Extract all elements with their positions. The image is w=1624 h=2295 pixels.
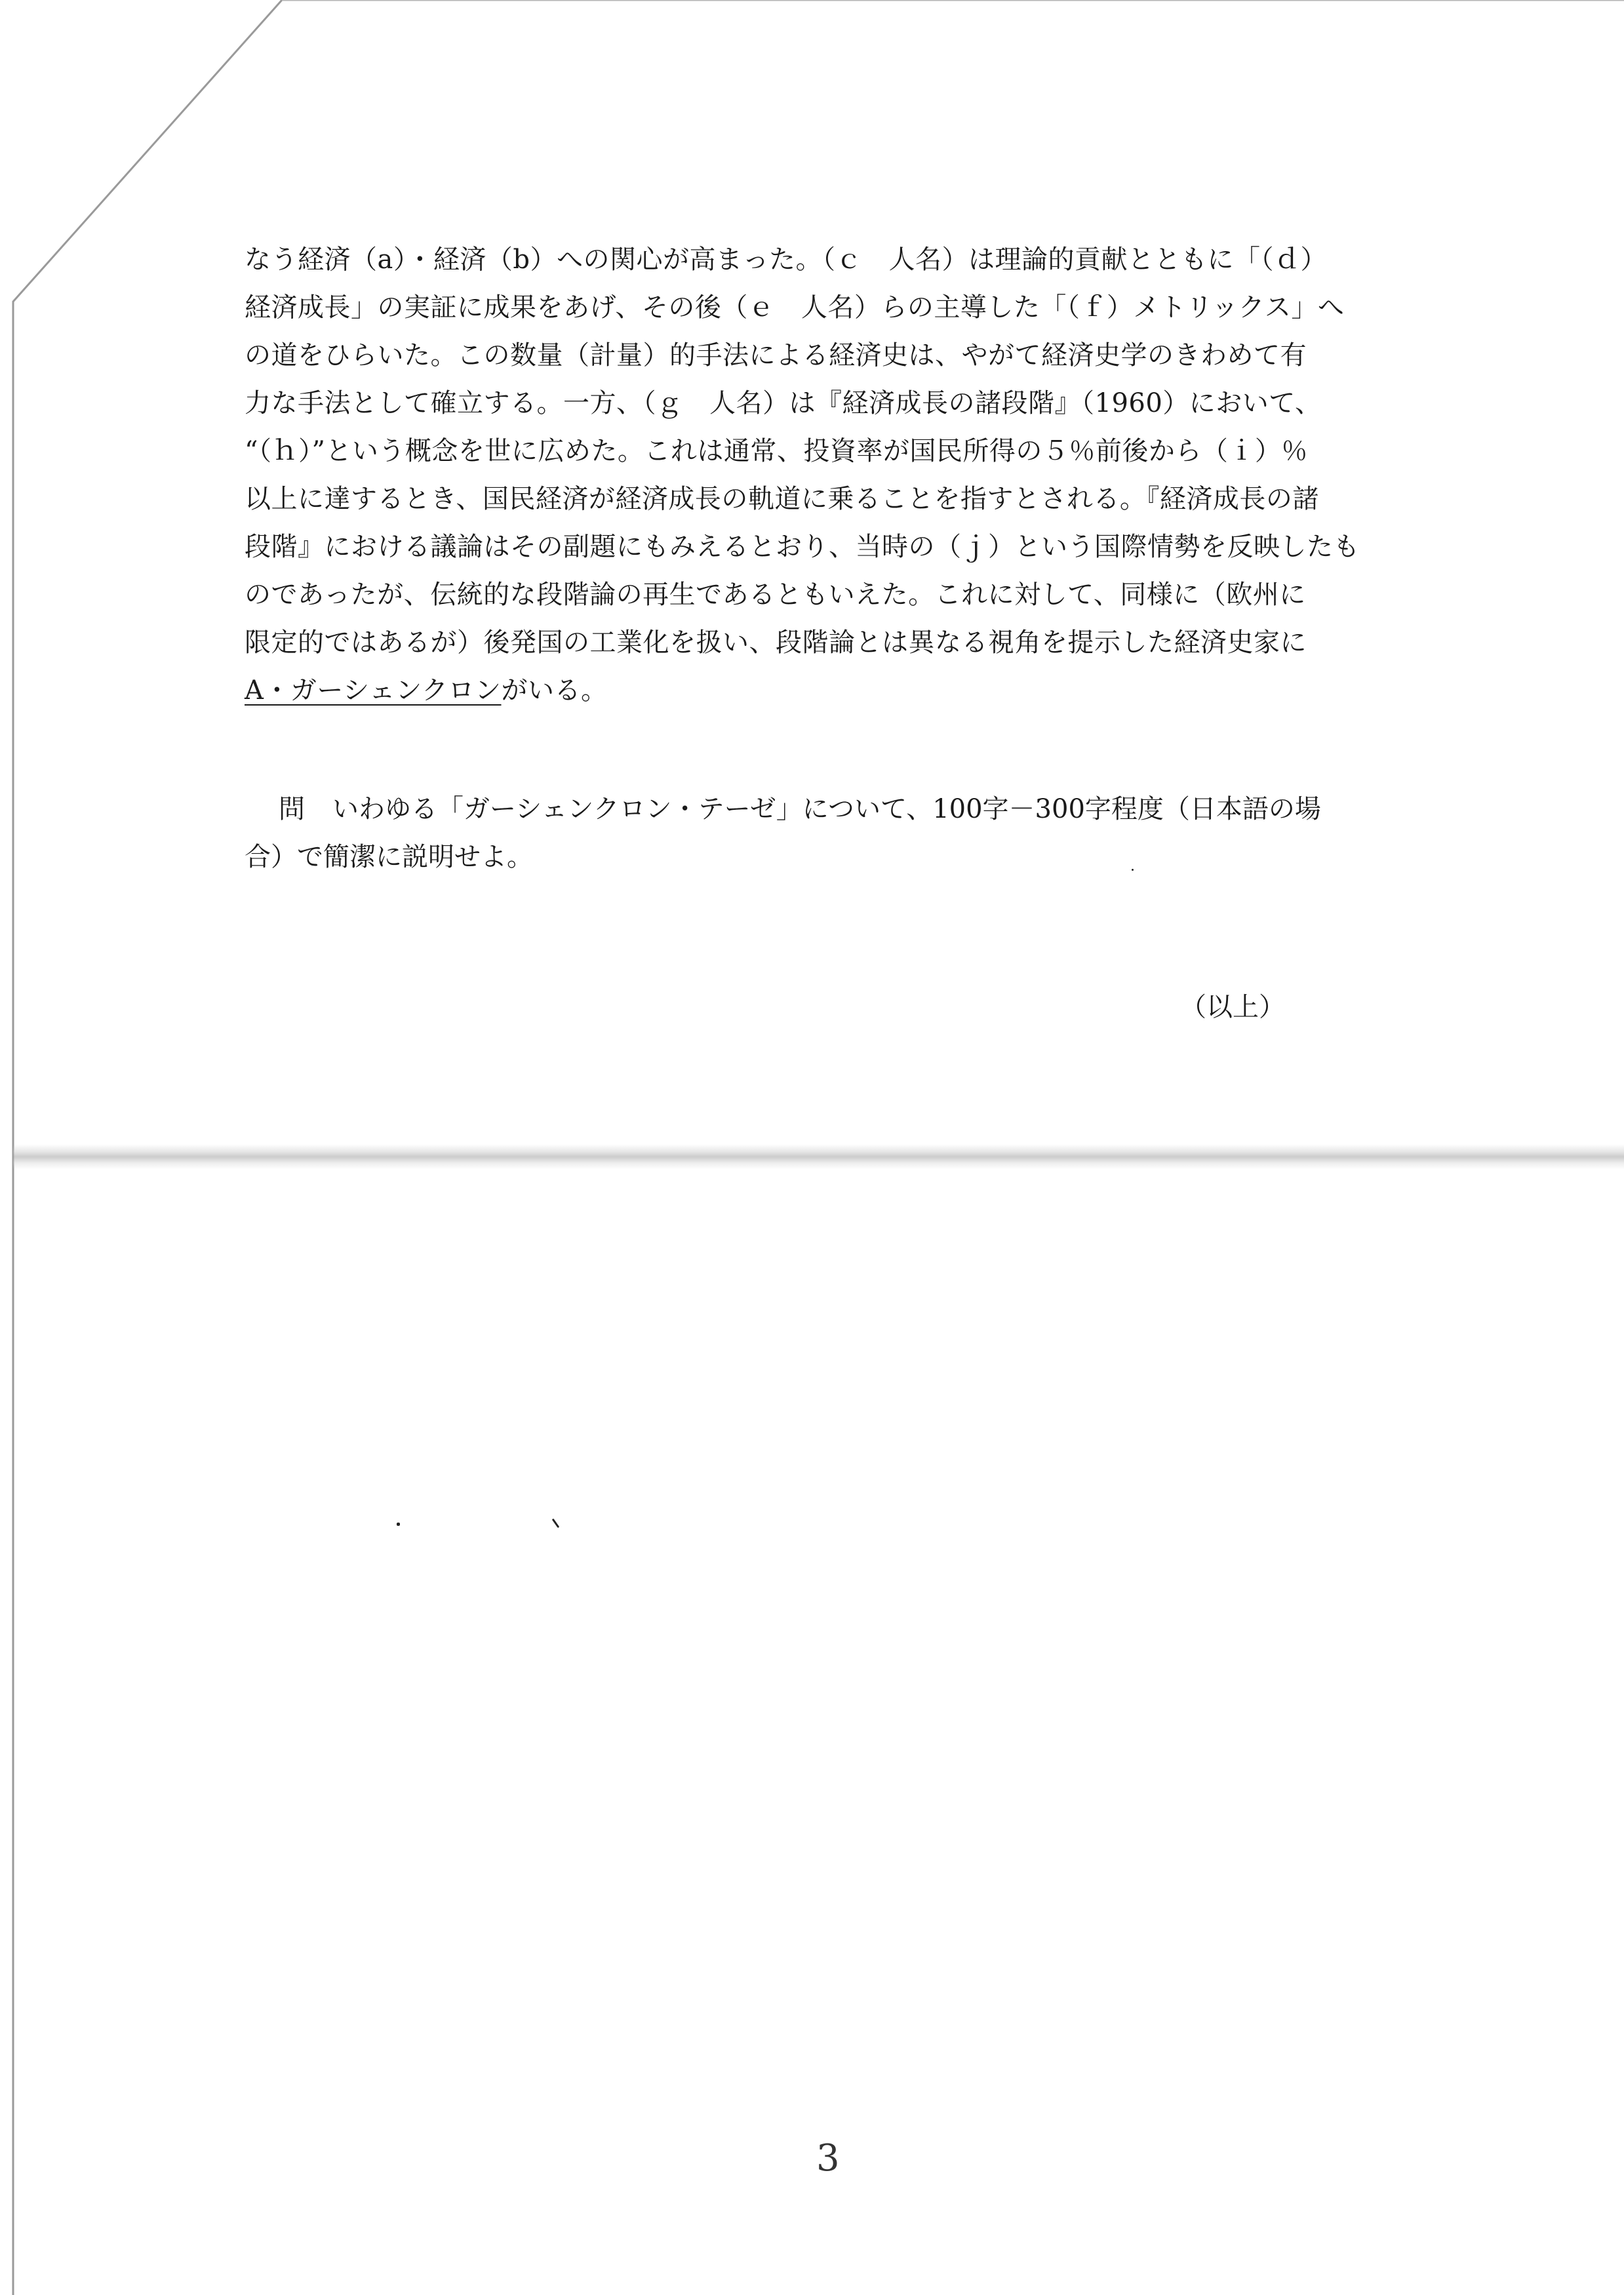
paragraph-line: 以上に達するとき、国民経済が経済成長の軌道に乗ることを指すとされる。『経済成長の諸 xyxy=(245,484,1319,514)
question-text-line-1: いわゆる「ガーシェンクロン・テーゼ」について、100字－300字程度（日本語の場 xyxy=(332,794,1321,824)
paragraph-line: のであったが、伝統的な段階論の再生であるともいえた。これに対して、同様に（欧州に xyxy=(245,580,1306,610)
page-number: 3 xyxy=(816,2137,840,2180)
question-line xyxy=(245,793,1412,825)
question-text-line-2: 合）で簡潔に説明せよ。 xyxy=(245,842,533,872)
paragraph-line: 力な手法として確立する。一方、（ｇ 人名）は『経済成長の諸段階』（1960）において、 xyxy=(245,388,1322,418)
underlined-name: A・ガーシェンクロン xyxy=(245,675,502,706)
paragraph-line: 段階』における議論はその副題にもみえるとおり、当時の（ｊ）という国際情勢を反映したも xyxy=(245,532,1360,562)
question-block xyxy=(245,793,1412,889)
paragraph-line: “（ｈ）”という概念を世に広めた。これは通常、投資率が国民所得の５％前後から（ｉ）％ xyxy=(245,436,1308,466)
scan-speck xyxy=(397,1523,400,1526)
paper-fold-crease xyxy=(13,1144,1624,1169)
end-note: （以上） xyxy=(1180,992,1285,1022)
paragraph-line: 経済成長」の実証に成果をあげ、その後（ｅ 人名）らの主導した「（ｆ）メトリックス」へ xyxy=(245,292,1345,323)
paragraph-last-line xyxy=(245,675,1412,706)
last-line-rest: がいる。 xyxy=(501,675,608,706)
question-mark-label: 問 xyxy=(279,794,305,824)
body-paragraph xyxy=(245,244,1412,723)
scan-speck xyxy=(1132,869,1134,871)
paragraph-line: 限定的ではあるが）後発国の工業化を扱い、段階論とは異なる視角を提示した経済史家に xyxy=(245,628,1307,658)
paragraph-line: の道をひらいた。この数量（計量）的手法による経済史は、やがて経済史学のきわめて有 xyxy=(245,340,1307,370)
paragraph-line: なう経済（a）・経済（b）への関心が高まった。（ｃ 人名）は理論的貢献とともに「（ｄ） xyxy=(245,245,1327,275)
